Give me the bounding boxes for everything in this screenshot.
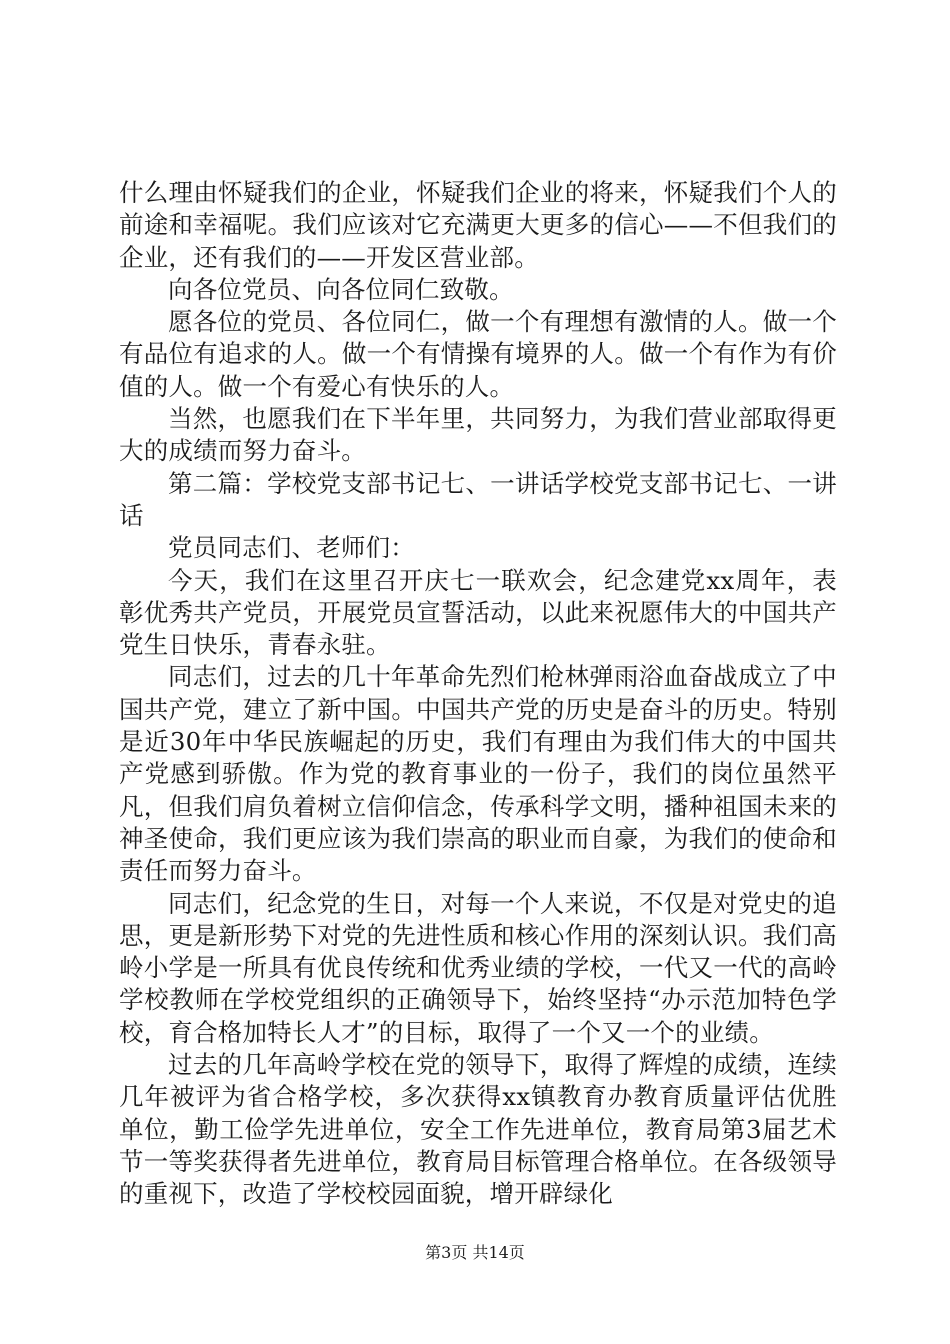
paragraph: 当然，也愿我们在下半年里，共同努力，为我们营业部取得更大的成绩而努力奋斗。 <box>119 404 837 466</box>
section-heading: 第二篇：学校党支部书记七、一讲话学校党支部书记七、一讲话 <box>119 468 837 530</box>
paragraph: 向各位党员、向各位同仁致敬。 <box>168 274 514 304</box>
paragraph: 过去的几年高岭学校在党的领导下，取得了辉煌的成绩，连续几年被评为省合格学校，多次获得xx镇教育办教育质量评估优胜单位，勤工俭学先进单位，安全工作先进单位，教育局第3届艺术节一等奖获得者先进单位，教育局目标管理合格单位。在各级领导的重视下，改造了学校校园面貌，增开辟绿化 <box>119 1050 837 1209</box>
paragraph: 同志们，纪念党的生日，对每一个人来说，不仅是对党史的追思，更是新形势下对党的先进性质和核心作用的深刻认识。我们高岭小学是一所具有优良传统和优秀业绩的学校，一代又一代的高岭学校教师在学校党组织的正确领导下，始终坚持“办示范加特色学校，育合格加特长人才”的目标，取得了一个又一个的业绩。 <box>119 888 837 1047</box>
paragraph: 同志们，过去的几十年革命先烈们枪林弹雨浴血奋战成立了中国共产党，建立了新中国。中国共产党的历史是奋斗的历史。特别是近30年中华民族崛起的历史，我们有理由为我们伟大的中国共产党感到骄傲。作为党的教育事业的一份子，我们的岗位虽然平凡，但我们肩负着树立信仰信念，传承科学文明，播种祖国未来的神圣使命，我们更应该为我们崇高的职业而自豪，为我们的使命和责任而努力奋斗。 <box>119 662 837 886</box>
salutation: 党员同志们、老师们： <box>168 533 415 563</box>
paragraph: 愿各位的党员、各位同仁，做一个有理想有激情的人。做一个有品位有追求的人。做一个有情操有境界的人。做一个有作为有价值的人。做一个有爱心有快乐的人。 <box>119 307 837 401</box>
paragraph: 什么理由怀疑我们的企业，怀疑我们企业的将来，怀疑我们个人的前途和幸福呢。我们应该对它充满更大更多的信心——不但我们的企业，还有我们的——开发区营业部。 <box>119 178 837 272</box>
page-number-footer: 第3页 共14页 <box>425 1243 525 1262</box>
paragraph: 今天，我们在这里召开庆七一联欢会，纪念建党xx周年，表彰优秀共产党员，开展党员宣誓活动，以此来祝愿伟大的中国共产党生日快乐，青春永驻。 <box>119 565 837 660</box>
document-body <box>119 177 837 1211</box>
